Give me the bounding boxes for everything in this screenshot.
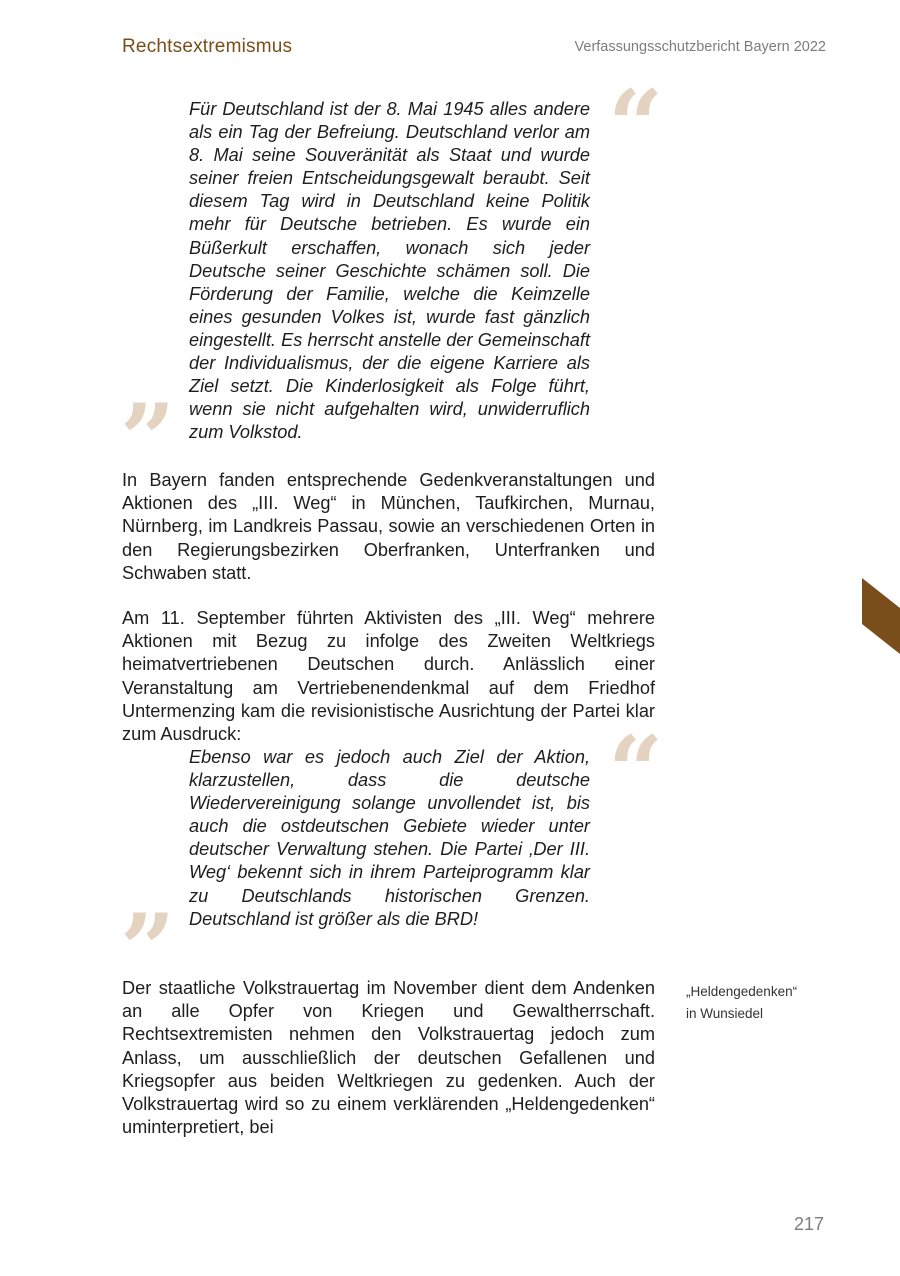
body-paragraph (122, 607, 655, 746)
body-paragraph (122, 469, 655, 585)
body-paragraph (122, 977, 655, 1139)
quote-block-2 (189, 746, 590, 931)
publication-title: Verfassungsschutzbericht Bayern 2022 (574, 39, 826, 55)
paragraph-text: Der staatliche Volkstrauertag im November dient dem Andenken an alle Opfer von Kriegen und Gewaltherrschaft. Rechtsextremisten nehmen den Volkstrauertag jedoch zum Anlass, um ausschließlich der deutschen Gefallenen und Kriegsopfer aus beiden Weltkriegen zu gedenken. Auch der Volkstrauertag wird so zu einem verklärenden „Heldengedenken“ uminterpretiert, bei (122, 978, 655, 1138)
paragraph-text: Am 11. September führten Aktivisten des „III. Weg“ mehrere Aktionen mit Bezug zu infolge des Zweiten Weltkriegs heimatvertriebenen Deutschen durch. Anlässlich einer Veranstaltung am Vertriebenendenkmal auf dem Friedhof Untermenzing kam die revisionistische Ausrichtung der Partei klar zum Ausdruck: (122, 608, 655, 745)
open-quote-icon: “ (608, 69, 654, 182)
margin-note-line: in Wunsiedel (686, 1006, 764, 1021)
quote-block-1 (189, 98, 590, 444)
chapter-tab-marker (862, 578, 900, 654)
paragraph-text: In Bayern fanden entsprechende Gedenkveranstaltungen und Aktionen des „III. Weg“ in München, Taufkirchen, Murnau, Nürnberg, im Landkreis Passau, sowie an verschiedenen Orten in den Regierungsbezirken Oberfranken, Unterfranken und Schwaben statt. (122, 470, 655, 583)
open-quote-icon: “ (608, 715, 654, 828)
margin-note (686, 981, 797, 1025)
quote-text: Ebenso war es jedoch auch Ziel der Aktion, klarzustellen, dass die deutsche Wiedervereinigung solange unvollendet ist, bis auch die ostdeutschen Gebiete wieder unter deutscher Verwaltung stehen. Die Partei ‚Der III. Weg‘ bekennt sich in ihrem Parteiprogramm klar zu Deutschlands historischen Grenzen. Deutschland ist größer als die BRD! (189, 747, 590, 929)
page-number: 217 (793, 1214, 824, 1234)
section-title: Rechtsextremismus (122, 36, 293, 57)
quote-text: Für Deutschland ist der 8. Mai 1945 alles andere als ein Tag der Befreiung. Deutschland verlor am 8. Mai seine Souveränität als Staat und wurde seiner freien Entscheidungsgewalt beraubt. Seit diesem Tag wird in Deutschland keine Politik mehr für Deutsche betrieben. Es wurde ein Büßerkult erschaffen, wonach sich jeder Deutsche seiner Geschichte schämen soll. Die Förderung der Familie, welche die Keimzelle eines gesunden Volkes ist, wurde fast gänzlich eingestellt. Es herrscht anstelle der Gemeinschaft der Individualismus, der die eigene Karriere als Ziel setzt. Die Kinderlosigkeit als Folge führt, wenn sie nicht aufgehalten wird, unwiderruflich zum Volkstod. (189, 99, 590, 443)
close-quote-icon: ” (120, 893, 166, 1006)
close-quote-icon: ” (120, 383, 166, 496)
margin-note-line: „Heldengedenken“ (686, 984, 798, 999)
